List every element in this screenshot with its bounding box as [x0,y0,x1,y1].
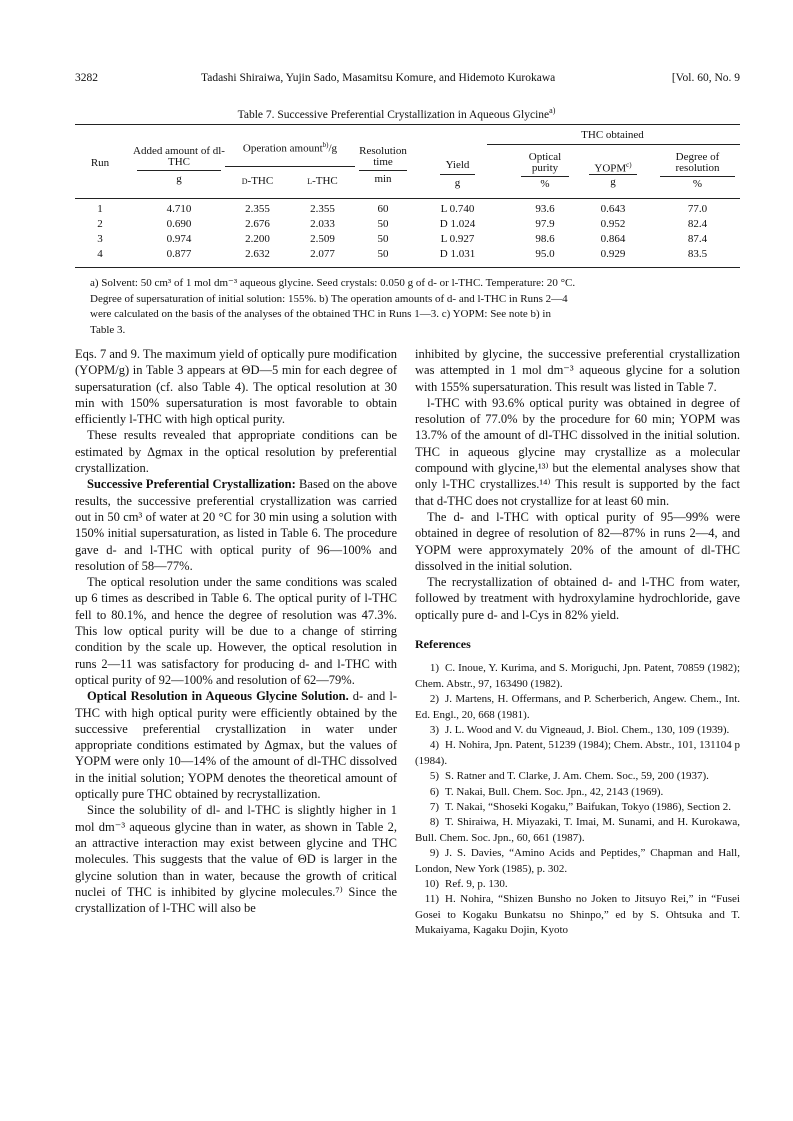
reference-item: 5) S. Ratner and T. Clarke, J. Am. Chem. Soc., 59, 200 (1937). [429,770,709,783]
paragraph: Since the solubility of dl- and l-THC is slightly higher in 1 mol dm⁻³ aqueous glycine than in water, as shown in Table 2, an attractive interaction may exist between glycine and THC molecules. This suggests that the value of ΘD is larger in the glycine solution than in water, because the growth of critical nuclei of THC is inhibited by glycine molecules.⁷⁾ Since the crystallization of l-THC will also be [75,803,397,916]
table-7 [75,124,740,272]
reference-item: 4) H. Nohira, Jpn. Patent, 51239 (1984); Chem. Abstr., 101, 131104 p (1984). [415,739,740,767]
header-optical-purity: Optical purity [528,151,562,174]
reference-item: 7) T. Nakai, “Shoseki Kogaku,” Baifukan, Tokyo (1986), Section 2. [429,801,731,813]
paragraph: l-THC with 93.6% optical purity was obtained in degree of resolution of 77.0% by the procedure for 60 min; YOPM was 13.7% of the amount of dl-THC dissolved in the initial solution. THC in aqueous glycine may crystallize as a molecular compound with glycine,¹³⁾ but the elemental analyses show that only l-THC crystallizes.¹⁴⁾ This result is supported by the fact that d-THC does not crystallize for at least 60 min. [415,395,740,508]
reference-item: 2) J. Martens, H. Offermans, and P. Scherberich, Angew. Chem., Int. Ed. Engl., 20, 668 (1981). [415,693,740,721]
reference-item: 9) J. S. Davies, “Amino Acids and Peptides,” Chapman and Hall, London, New York (1985), p. 302. [415,847,740,875]
reference-item: 1) C. Inoue, Y. Kurima, and S. Moriguchi, Jpn. Patent, 70859 (1982); Chem. Abstr., 97, 163490 (1982). [415,662,740,690]
table-row: 1 4.710 2.355 2.355 60 L 0.740 93.6 0.643 77.0 [97,203,708,215]
header-run: Run [90,157,110,169]
yield-rule [440,174,475,175]
header-degree: Degree of resolution [675,151,720,174]
added-rule [137,170,221,171]
paragraph: Optical Resolution in Aqueous Glycine Solution. d- and l-THC with high optical purity were efficiently obtained by the successive preferential crystallization in water under appropriate conditions estimated by Δgmax, but the values of YOPM were only 10—14% of the amount of dl-THC dissolved in the initial solution; YOPM denotes the theoretical amount of optically pure THC obtained by recrystallization. [75,689,397,802]
header-d-thc: d-THC [241,175,274,187]
header-l-thc: l-THC [307,175,338,187]
thc-group-rule [487,144,740,145]
references-list [415,661,740,938]
header-added-unit: g [176,173,182,185]
header-yield-unit: g [454,177,461,189]
table-footnote: a) Solvent: 50 cm³ of 1 mol dm⁻³ aqueous glycine. Seed crystals: 0.050 g of d- or l-THC. Temperature: 20 °C. Degree of supersaturation of initial solution: 155%. b) The operation amounts of d- and l-THC in Runs 2—4 were calculated on the basis of the analyses of the obtained THC in Runs 1—3. c) YOPM: See note b) in Table 3. [90,277,576,336]
paragraph: The d- and l-THC with optical purity of 95—99% were obtained in degree of resolution of 82—87% in runs 2—4, and YOPM were approxymately 20% of the amount of dl-THC dissolved in the initial solution. [415,509,740,573]
header-added: Added amount of dl-THC [133,145,225,168]
table-row: 2 0.690 2.676 2.033 50 D 1.024 97.9 0.952 82.4 [97,218,708,230]
running-authors: Tadashi Shiraiwa, Yujin Sado, Masamitsu Komure, and Hidemoto Kurokawa [201,72,556,84]
section-heading: Optical Resolution in Aqueous Glycine Solution. [87,689,349,704]
header-degree-unit: % [692,178,703,190]
table-top-rule [75,124,740,125]
paragraph: The recrystallization of obtained d- and l-THC from water, followed by treatment with hydroxylamine hydrochloride, gave optically pure d- and l-Cys in 82% yield. [415,575,740,622]
running-header [75,72,740,88]
operation-rule [225,166,355,167]
page-number: 3282 [75,72,98,84]
time-rule [359,170,407,171]
right-column [415,346,740,939]
purity-rule [521,176,569,177]
paragraph: These results revealed that appropriate conditions can be estimated by Δgmax in the optical resolution by preferential crystallization. [75,428,397,476]
header-thc-obtained: THC obtained [581,129,644,141]
references-heading: References [415,637,471,652]
header-resolution-time: Resolution time [359,145,407,168]
reference-item: 11) H. Nohira, “Shizen Bunsho no Joken to Jitsuyo Rei,” in “Fusei Gosei to Kogaku Bunkatsu no Shinpo,” ed by S. Ohtsuka and T. Mukaiyama, Kagaku Dojin, Kyoto [415,893,740,937]
reference-item: 3) J. L. Wood and V. du Vigneaud, J. Biol. Chem., 130, 109 (1939). [429,723,730,736]
paragraph: Successive Preferential Crystallization: Based on the above results, the successive preferential crystallization was carried out in 50 cm³ of water at 20 °C for 30 min using a solution with 150% initial supersaturation, as listed in Table 6. The procedure gave d- and l-THC with optical purity of 96—100% and resolution of 58—77%. [75,477,398,573]
paragraph: Eqs. 7 and 9. The maximum yield of optically pure modification (YOPM/g) in Table 3 appears at ΘD—5 min for each degree of supersaturation (cf. also Table 4). The optical resolution at 30 min with 150% supersaturation is most favorable to obtain efficiently l-THC with high optical purity. [75,347,397,427]
header-resolution-unit: min [374,173,392,185]
table-bottom-rule [75,267,740,268]
reference-item: 10) Ref. 9, p. 130. [424,878,508,891]
header-yopm: YOPM$^{c)}$ [594,161,632,175]
degree-rule [660,176,735,177]
reference-item: 8) T. Shiraiwa, H. Miyazaki, T. Imai, M. Sunami, and H. Kurokawa, Bull. Chem. Soc. Jpn., 60, 661 (1987). [415,816,740,844]
header-yopm-unit: g [610,176,616,188]
table-header-rule [75,198,740,199]
header-yield: Yield [445,159,470,171]
header-optical-purity-unit: % [540,178,550,190]
volume-info: [Vol. 60, No. 9 [671,72,740,84]
section-heading: Successive Preferential Crystallization: [87,477,296,492]
header-operation: Operation amount$^{b)}$/g [242,141,338,155]
table-row: 3 0.974 2.200 2.509 50 L 0.927 98.6 0.864 87.4 [97,233,708,245]
left-column [75,346,397,916]
reference-item: 6) T. Nakai, Bull. Chem. Soc. Jpn., 42, 2143 (1969). [429,785,664,798]
table-row: 4 0.877 2.632 2.077 50 D 1.031 95.0 0.929 83.5 [97,248,708,260]
yopm-rule [589,174,637,175]
paragraph: inhibited by glycine, the successive preferential crystallization was attempted in 1 mol dm⁻³ aqueous glycine for a solution with 155% supersaturation. This result was listed in Table 7. [415,347,740,394]
paragraph: The optical resolution under the same conditions was scaled up 6 times as described in Table 6. The optical purity of l-THC fell to 80.1%, and hence the degree of resolution was 47.3%. This low optical purity will be due to a change of stirring condition by the scale up. However, the optical resolution in runs 2—11 was satisfactory for producing d- and l-THC with optical purity of 92—100% and resolution of 62—79%. [75,575,397,687]
table-caption: Table 7. Successive Preferential Crystallization in Aqueous Glycine$^{a)}$ [237,106,556,121]
